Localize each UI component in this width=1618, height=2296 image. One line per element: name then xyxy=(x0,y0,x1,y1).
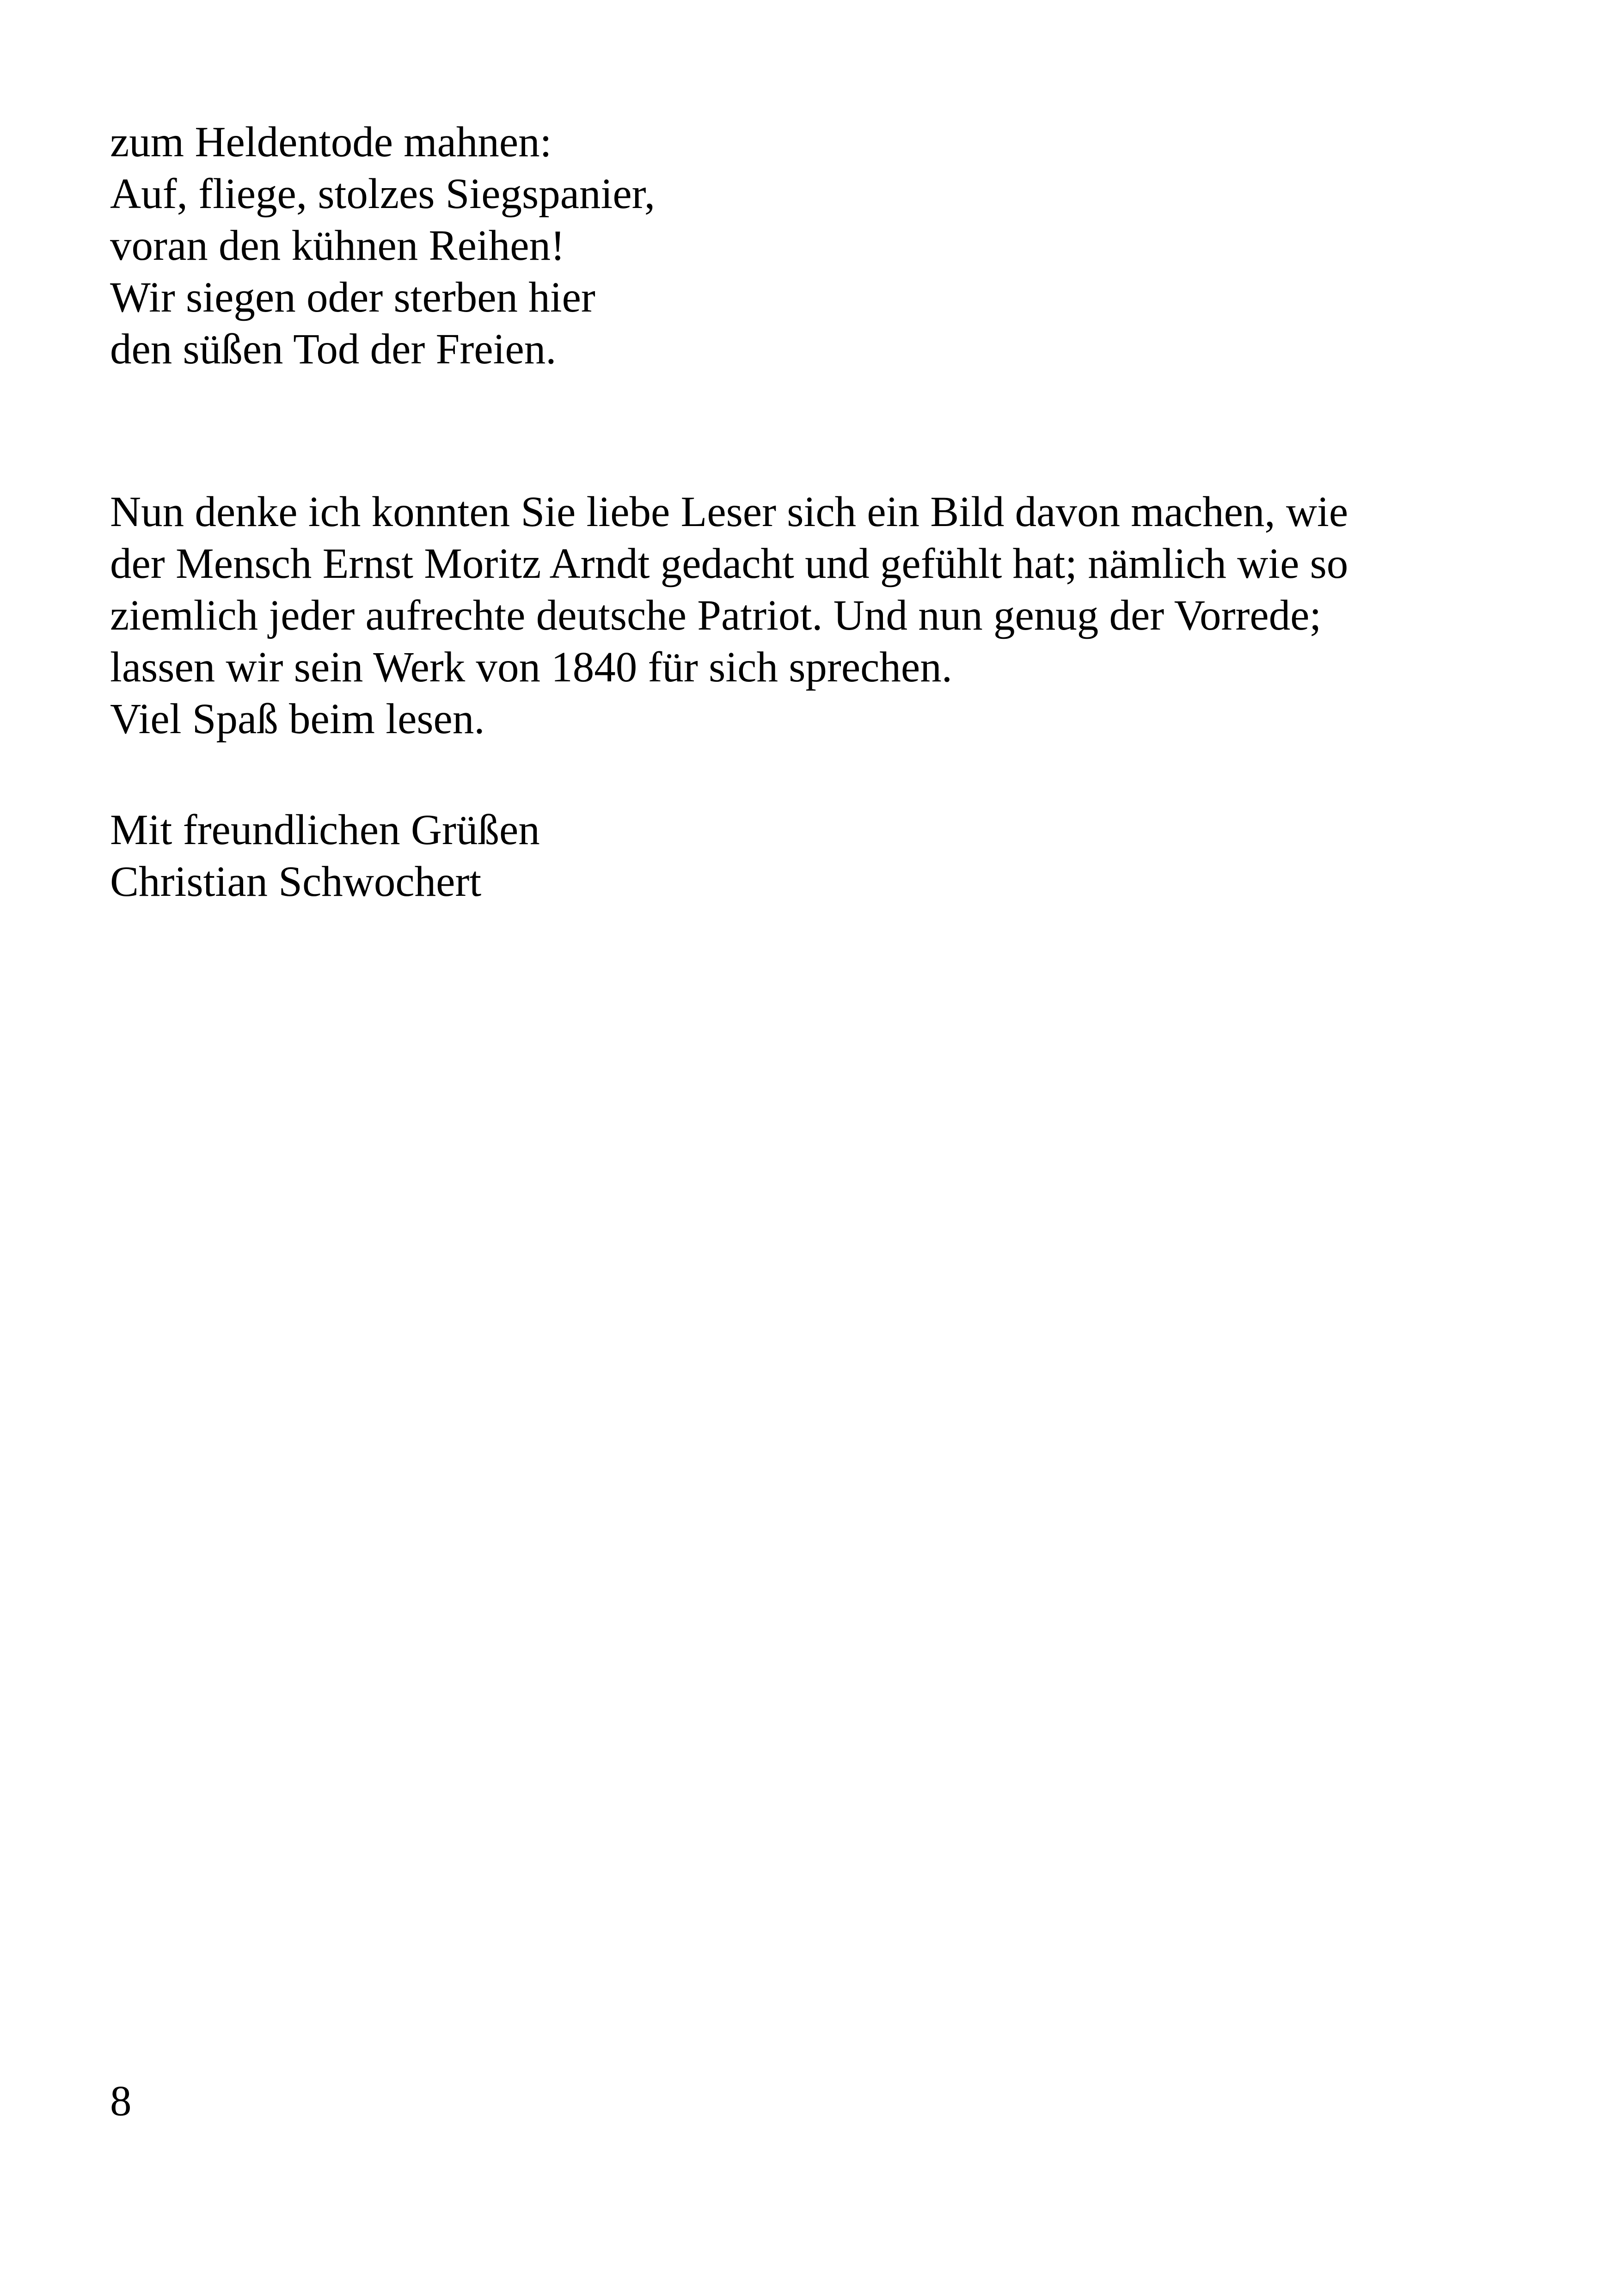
poem-line: Auf, fliege, stolzes Siegspanier, xyxy=(110,170,656,218)
paragraph-line: Nun denke ich konnten Sie liebe Leser sich ein Bild davon machen, wie xyxy=(110,488,1348,536)
page-number: 8 xyxy=(110,2077,132,2125)
body-paragraph xyxy=(110,486,1348,745)
paragraph-line: der Mensch Ernst Moritz Arndt gedacht und gefühlt hat; nämlich wie so xyxy=(110,540,1348,588)
author-signature: Christian Schwochert xyxy=(110,858,482,906)
poem-line: zum Heldentode mahnen: xyxy=(110,118,552,166)
paragraph-line: lassen wir sein Werk von 1840 für sich sprechen. xyxy=(110,643,952,691)
poem-line: Wir siegen oder sterben hier xyxy=(110,274,595,321)
paragraph-line: ziemlich jeder aufrechte deutsche Patriot. Und nun genug der Vorrede; xyxy=(110,592,1322,639)
letter-closing xyxy=(110,804,540,908)
poem-line: voran den kühnen Reihen! xyxy=(110,222,565,269)
poem-line: den süßen Tod der Freien. xyxy=(110,325,557,373)
poem-stanza xyxy=(110,116,655,375)
paragraph-line: Viel Spaß beim lesen. xyxy=(110,695,485,743)
closing-greeting: Mit freundlichen Grüßen xyxy=(110,806,540,854)
